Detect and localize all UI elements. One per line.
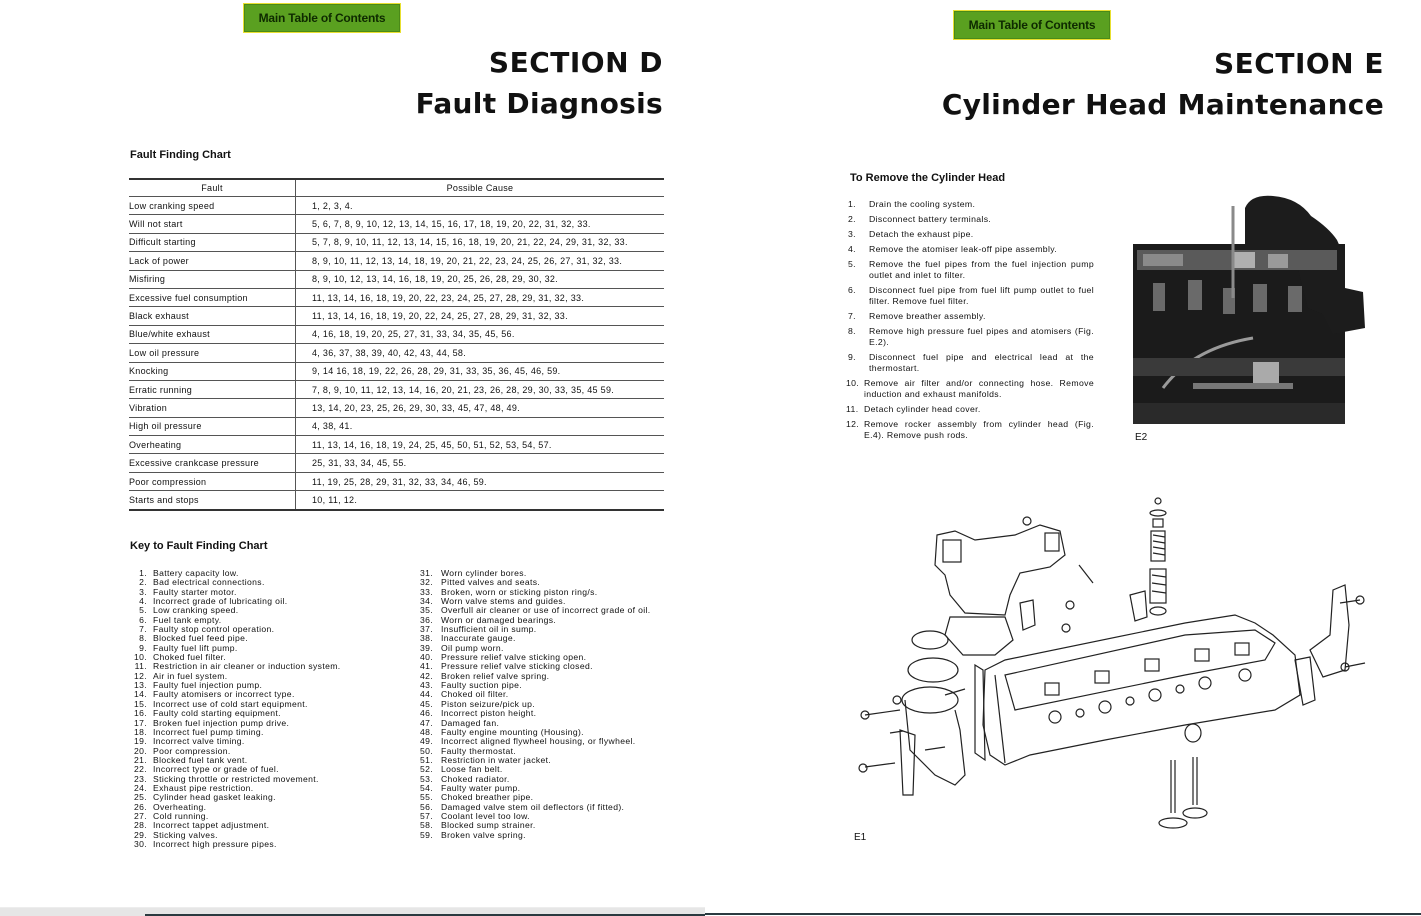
fault-cell: Erratic running: [129, 381, 296, 398]
step-text: Remove rocker assembly from cylinder head (Fig. E.4). Remove push rods.: [864, 419, 1094, 440]
main-toc-button-e[interactable]: Main Table of Contents: [953, 10, 1111, 40]
key-description: Incorrect valve timing.: [153, 736, 245, 747]
fault-cell: High oil pressure: [129, 418, 296, 435]
key-number: 34.: [420, 596, 433, 607]
key-number: 43.: [420, 680, 433, 691]
key-description: Worn cylinder bores.: [441, 568, 527, 578]
engine-photo-figure: [1133, 188, 1387, 424]
fault-cell: Poor compression: [129, 473, 296, 490]
key-description: Sticking throttle or restricted movement.: [153, 773, 319, 784]
step-number: 12.: [846, 419, 860, 429]
fault-cell: Vibration: [129, 399, 296, 416]
key-number: 11.: [134, 661, 147, 672]
fault-finding-table: [129, 178, 664, 511]
table-row: [129, 436, 664, 454]
key-number: 14.: [134, 689, 147, 700]
key-number: 35.: [420, 605, 433, 616]
step-number: 2.: [848, 214, 856, 224]
key-number: 16.: [134, 708, 147, 719]
key-description: Restriction in air cleaner or induction system.: [153, 661, 341, 672]
key-number: 37.: [420, 624, 433, 635]
key-number: 42.: [420, 670, 433, 681]
key-number: 15.: [134, 698, 147, 709]
key-item: [125, 840, 415, 849]
key-description: Faulty starter motor.: [153, 586, 237, 597]
section-title: Fault Diagnosis: [415, 87, 663, 120]
step-text: Detach cylinder head cover.: [864, 404, 981, 414]
key-description: Incorrect grade of lubricating oil.: [153, 596, 288, 607]
key-description: Broken relief valve spring.: [441, 670, 550, 681]
cause-cell: 11, 13, 14, 16, 18, 19, 24, 25, 45, 50, 51, 52, 53, 54, 57.: [312, 439, 552, 450]
table-row: [129, 381, 664, 399]
step-number: 7.: [848, 311, 856, 321]
key-number: 10.: [134, 652, 147, 663]
step-item: [846, 326, 1094, 348]
fault-cell: Lack of power: [129, 252, 296, 269]
table-row: [129, 234, 664, 252]
key-number: 49.: [420, 736, 433, 747]
cause-cell: 10, 11, 12.: [312, 494, 358, 505]
key-description: Faulty fuel injection pump.: [153, 680, 263, 691]
key-number: 51.: [420, 754, 433, 765]
step-number: 9.: [848, 352, 856, 362]
step-item: [846, 244, 1094, 255]
key-number: 23.: [134, 773, 147, 784]
key-number: 30.: [134, 838, 147, 849]
cause-cell: 8, 9, 10, 12, 13, 14, 16, 18, 19, 20, 25, 26, 28, 29, 30, 32.: [312, 274, 558, 285]
key-number: 26.: [134, 801, 147, 812]
key-number: 1.: [139, 568, 147, 578]
key-list-left: [125, 569, 415, 849]
key-description: Air in fuel system.: [153, 670, 228, 681]
key-description: Choked fuel filter.: [153, 652, 227, 663]
key-number: 18.: [134, 726, 147, 737]
header-possible-cause: Possible Cause: [446, 183, 514, 193]
key-description: Incorrect use of cold start equipment.: [153, 698, 308, 709]
step-text: Disconnect fuel pipe from fuel lift pump outlet to fuel filter. Remove fuel filter.: [869, 285, 1094, 306]
fault-cell: Knocking: [129, 363, 296, 380]
fault-chart-heading: Fault Finding Chart: [130, 149, 231, 161]
key-number: 22.: [134, 764, 147, 775]
key-description: Pressure relief valve sticking open.: [441, 652, 587, 663]
step-item: [846, 259, 1094, 281]
key-number: 6.: [139, 614, 147, 625]
fault-cell: Misfiring: [129, 271, 296, 288]
step-number: 6.: [848, 285, 856, 295]
step-text: Remove air filter and/or connecting hose. Remove induction and exhaust manifolds.: [864, 378, 1094, 399]
table-row: [129, 399, 664, 417]
fault-cell: Low cranking speed: [129, 197, 296, 214]
key-number: 25.: [134, 792, 147, 803]
fault-cell: Will not start: [129, 215, 296, 232]
table-row: [129, 454, 664, 472]
step-text: Disconnect battery terminals.: [869, 214, 992, 224]
cause-cell: 11, 13, 14, 16, 18, 19, 20, 22, 23, 24, 25, 27, 28, 29, 31, 32, 33.: [312, 292, 585, 303]
key-description: Inaccurate gauge.: [441, 633, 516, 644]
step-number: 5.: [848, 259, 856, 269]
table-row: [129, 491, 664, 510]
figure-label-e2: E2: [1135, 432, 1148, 443]
table-row: [129, 215, 664, 233]
key-description: Pressure relief valve sticking closed.: [441, 661, 593, 672]
table-row: [129, 418, 664, 436]
section-title-e: Cylinder Head Maintenance: [941, 88, 1384, 121]
key-heading: Key to Fault Finding Chart: [130, 540, 268, 552]
step-item: [846, 229, 1094, 240]
step-text: Remove the atomiser leak-off pipe assembly.: [869, 244, 1058, 254]
key-number: 12.: [134, 670, 147, 681]
fault-cell: Starts and stops: [129, 491, 296, 508]
key-number: 56.: [420, 801, 433, 812]
step-text: Drain the cooling system.: [869, 199, 976, 209]
key-description: Faulty water pump.: [441, 782, 521, 793]
key-description: Coolant level too low.: [441, 810, 530, 821]
step-item: [846, 419, 1094, 441]
fault-cell: Low oil pressure: [129, 344, 296, 361]
key-number: 5.: [139, 605, 147, 616]
key-description: Faulty atomisers or incorrect type.: [153, 689, 295, 700]
key-number: 20.: [134, 745, 147, 756]
key-description: Incorrect fuel pump timing.: [153, 726, 264, 737]
cause-cell: 11, 19, 25, 28, 29, 31, 32, 33, 34, 46, 59.: [312, 476, 487, 487]
fault-cell: Difficult starting: [129, 234, 296, 251]
key-description: Low cranking speed.: [153, 605, 239, 616]
key-number: 58.: [420, 820, 433, 831]
key-description: Broken fuel injection pump drive.: [153, 717, 290, 728]
key-number: 45.: [420, 698, 433, 709]
fault-cell: Blue/white exhaust: [129, 326, 296, 343]
key-number: 40.: [420, 652, 433, 663]
key-description: Broken valve spring.: [441, 829, 526, 840]
key-description: Incorrect type or grade of fuel.: [153, 764, 279, 775]
key-description: Worn valve stems and guides.: [441, 596, 566, 607]
step-number: 10.: [846, 378, 860, 388]
key-description: Sticking valves.: [153, 829, 218, 840]
step-item: [846, 352, 1094, 374]
key-number: 39.: [420, 642, 433, 653]
step-item: [846, 311, 1094, 322]
figure-label-e1: E1: [854, 832, 867, 843]
fault-cell: Black exhaust: [129, 307, 296, 324]
key-description: Incorrect piston height.: [441, 708, 537, 719]
step-text: Remove high pressure fuel pipes and atomisers (Fig. E.2).: [869, 326, 1094, 347]
step-text: Remove the fuel pipes from the fuel injection pump outlet and inlet to filter.: [869, 259, 1094, 280]
step-item: [846, 199, 1094, 210]
cause-cell: 8, 9, 10, 11, 12, 13, 14, 18, 19, 20, 21, 22, 23, 24, 25, 26, 27, 31, 32, 33.: [312, 255, 623, 266]
key-description: Insufficient oil in sump.: [441, 624, 537, 635]
procedure-heading: To Remove the Cylinder Head: [850, 172, 1006, 184]
key-description: Choked breather pipe.: [441, 792, 534, 803]
key-number: 13.: [134, 680, 147, 691]
key-description: Incorrect aligned flywheel housing, or flywheel.: [441, 736, 636, 747]
key-description: Worn or damaged bearings.: [441, 614, 557, 625]
key-number: 50.: [420, 745, 433, 756]
cause-cell: 13, 14, 20, 23, 25, 26, 29, 30, 33, 45, 47, 48, 49.: [312, 402, 520, 413]
key-number: 57.: [420, 810, 433, 821]
key-number: 59.: [420, 829, 433, 840]
cause-cell: 5, 7, 8, 9, 10, 11, 12, 13, 14, 15, 16, 18, 19, 20, 21, 22, 24, 29, 31, 32, 33.: [312, 237, 628, 248]
step-item: [846, 214, 1094, 225]
key-number: 48.: [420, 726, 433, 737]
step-text: Disconnect fuel pipe and electrical lead at the thermostart.: [869, 352, 1094, 373]
key-description: Battery capacity low.: [153, 568, 239, 578]
key-number: 46.: [420, 708, 433, 719]
key-description: Poor compression.: [153, 745, 231, 756]
key-description: Damaged fan.: [441, 717, 500, 728]
key-item: [413, 831, 658, 840]
key-number: 54.: [420, 782, 433, 793]
page-section-d: [0, 0, 705, 907]
key-number: 31.: [420, 568, 433, 578]
key-description: Choked oil filter.: [441, 689, 509, 700]
table-row: [129, 363, 664, 381]
cause-cell: 11, 13, 14, 16, 18, 19, 20, 22, 24, 25, 27, 28, 29, 31, 32, 33.: [312, 311, 568, 322]
key-description: Broken, worn or sticking piston ring/s.: [441, 586, 598, 597]
key-description: Overheating.: [153, 801, 207, 812]
section-label: SECTION D: [488, 46, 663, 79]
key-description: Faulty stop control operation.: [153, 624, 275, 635]
key-number: 32.: [420, 577, 433, 588]
key-description: Cold running.: [153, 810, 209, 821]
key-number: 33.: [420, 586, 433, 597]
key-description: Faulty thermostat.: [441, 745, 517, 756]
exploded-cylinder-head-icon: [855, 495, 1370, 835]
key-number: 28.: [134, 820, 147, 831]
key-number: 2.: [139, 577, 147, 588]
key-description: Faulty cold starting equipment.: [153, 708, 281, 719]
key-description: Piston seizure/pick up.: [441, 698, 536, 709]
step-item: [846, 285, 1094, 307]
table-row: [129, 197, 664, 215]
table-row: [129, 252, 664, 270]
key-description: Incorrect high pressure pipes.: [153, 838, 277, 849]
cause-cell: 5, 6, 7, 8, 9, 10, 12, 13, 14, 15, 16, 17, 18, 19, 20, 22, 31, 32, 33.: [312, 219, 591, 230]
key-number: 36.: [420, 614, 433, 625]
key-description: Blocked fuel feed pipe.: [153, 633, 249, 644]
table-row: [129, 289, 664, 307]
step-number: 8.: [848, 326, 856, 336]
key-list-right: [413, 569, 658, 840]
key-number: 47.: [420, 717, 433, 728]
step-item: [846, 404, 1094, 415]
fault-cell: Excessive crankcase pressure: [129, 454, 296, 471]
step-item: [846, 378, 1094, 400]
fault-cell: Excessive fuel consumption: [129, 289, 296, 306]
main-toc-button[interactable]: Main Table of Contents: [243, 3, 401, 33]
key-description: Incorrect tappet adjustment.: [153, 820, 270, 831]
cause-cell: 7, 8, 9, 10, 11, 12, 13, 14, 16, 20, 21, 23, 26, 28, 29, 30, 33, 35, 45 59.: [312, 384, 615, 395]
key-number: 7.: [139, 624, 147, 635]
key-number: 9.: [139, 642, 147, 653]
cylinder-head-exploded-diagram: [855, 495, 1370, 835]
table-header-row: [129, 180, 664, 197]
key-description: Oil pump worn.: [441, 642, 504, 653]
cause-cell: 4, 38, 41.: [312, 421, 353, 432]
step-text: Detach the exhaust pipe.: [869, 229, 974, 239]
key-number: 29.: [134, 829, 147, 840]
cause-cell: 9, 14 16, 18, 19, 22, 26, 28, 29, 31, 33, 35, 36, 45, 46, 59.: [312, 366, 561, 377]
key-number: 24.: [134, 782, 147, 793]
step-number: 4.: [848, 244, 856, 254]
key-description: Faulty fuel lift pump.: [153, 642, 238, 653]
table-row: [129, 271, 664, 289]
step-number: 1.: [848, 199, 856, 209]
engine-photo-icon: [1133, 188, 1387, 424]
key-description: Faulty suction pipe.: [441, 680, 523, 691]
key-description: Bad electrical connections.: [153, 577, 265, 588]
key-number: 27.: [134, 810, 147, 821]
cause-cell: 4, 36, 37, 38, 39, 40, 42, 43, 44, 58.: [312, 347, 467, 358]
key-description: Blocked sump strainer.: [441, 820, 536, 831]
key-number: 52.: [420, 764, 433, 775]
table-row: [129, 473, 664, 491]
table-row: [129, 307, 664, 325]
table-row: [129, 326, 664, 344]
key-description: Choked radiator.: [441, 773, 510, 784]
key-number: 38.: [420, 633, 433, 644]
key-number: 8.: [139, 633, 147, 644]
key-description: Fuel tank empty.: [153, 614, 222, 625]
key-description: Restriction in water jacket.: [441, 754, 552, 765]
key-number: 41.: [420, 661, 433, 672]
step-text: Remove breather assembly.: [869, 311, 986, 321]
step-number: 3.: [848, 229, 856, 239]
table-row: [129, 344, 664, 362]
key-number: 3.: [139, 586, 147, 597]
header-fault: Fault: [129, 180, 296, 196]
removal-steps-list: [846, 199, 1094, 445]
cause-cell: 25, 31, 33, 34, 45, 55.: [312, 458, 407, 469]
key-description: Faulty engine mounting (Housing).: [441, 726, 584, 737]
fault-cell: Overheating: [129, 436, 296, 453]
section-label-e: SECTION E: [1214, 47, 1384, 80]
key-number: 19.: [134, 736, 147, 747]
key-description: Overfull air cleaner or use of incorrect grade of oil.: [441, 605, 651, 616]
key-number: 55.: [420, 792, 433, 803]
cause-cell: 1, 2, 3, 4.: [312, 200, 353, 211]
key-number: 4.: [139, 596, 147, 607]
cause-cell: 4, 16, 18, 19, 20, 25, 27, 31, 33, 34, 35, 45, 56.: [312, 329, 515, 340]
key-description: Damaged valve stem oil deflectors (if fitted).: [441, 801, 625, 812]
key-description: Blocked fuel tank vent.: [153, 754, 248, 765]
key-number: 21.: [134, 754, 147, 765]
key-number: 53.: [420, 773, 433, 784]
step-number: 11.: [846, 404, 859, 414]
key-number: 17.: [134, 717, 147, 728]
key-description: Cylinder head gasket leaking.: [153, 792, 276, 803]
key-description: Pitted valves and seats.: [441, 577, 541, 588]
key-number: 44.: [420, 689, 433, 700]
key-description: Exhaust pipe restriction.: [153, 782, 254, 793]
key-description: Loose fan belt.: [441, 764, 503, 775]
